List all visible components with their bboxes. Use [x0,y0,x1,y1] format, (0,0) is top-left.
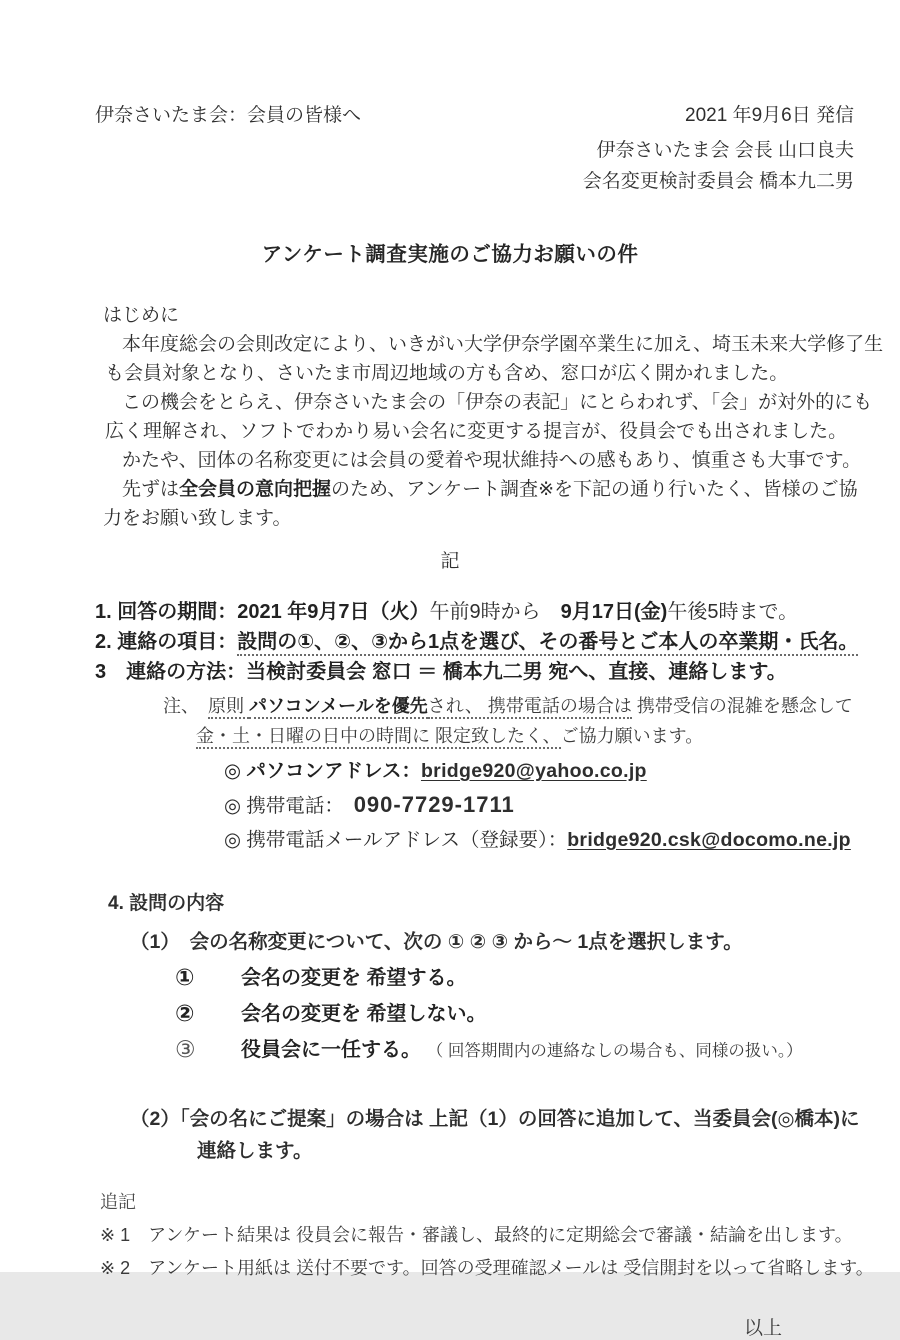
option-3-note: （ 回答期間内の連絡なしの場合も、同様の扱い。） [435,1042,803,1060]
postscript-note-1: ※ 1 アンケート結果は 役員会に報告・審議し、最終的に定期総会で審議・結論を出します。 [100,1225,853,1245]
note-underline-days: 金・土・日曜の日中の時間に 限定致したく、 [196,726,561,749]
intro-line: かたや、団体の名称変更には会員の愛着や現状維持への感もあり、慎重さも大事です。 [122,450,862,471]
note-line-2 [196,721,900,751]
item1-time-start: 午前9時から [429,601,561,623]
contact-phone [224,788,900,823]
intro-line [122,475,900,504]
mobile-email-address: bridge920.csk@docomo.ne.jp [567,829,851,851]
note-pc-mail-priority: パソコンメールを優先 [249,696,428,719]
item-contact-content [95,627,900,657]
option-1 [175,962,900,993]
intro-line: 広く理解され、ソフトでわかり易い会名に変更する提言が、役員会でも出されました。 [105,421,848,442]
recipient-line: 伊奈さいたま会：会員の皆様へ [95,105,362,126]
mobile-email-label: ◎ 携帯電話メールアドレス（登録要）： [224,829,568,851]
postscript-section [0,1188,900,1283]
sender-block [0,135,900,197]
question-2-line-2: 連絡します。 [197,1140,313,1162]
note-rest-1: 携帯受信の混雑を懸念して [631,696,853,716]
question-section [0,889,900,1166]
question-2-line-1: （2）「会の名にご提案」の場合は 上記（1）の回答に追加して、当委員会(◎橋本)に [130,1108,860,1130]
pc-email-address: bridge920@yahoo.co.jp [420,760,647,782]
item2-label: 2. 連絡の項目： [95,631,238,653]
item1-time-end: 午後5時まで。 [667,601,799,623]
contact-mobile-email [224,823,900,857]
date-line: 2021 年9月6日 発信 [685,105,854,126]
option-3-number: ③ [175,1036,196,1062]
document-title: アンケート調査実施のご協力お願いの件 [261,243,639,266]
option-3 [175,1034,900,1066]
postscript-heading: 追記 [100,1192,136,1212]
intro-text: のため、アンケート調査※を下記の通り行いたく、皆様のご協 [331,479,858,500]
ki-marker: 記 [440,551,460,572]
option-2-text: 会名の変更を 希望しない。 [241,1003,487,1025]
note-underline-a: 原則 [208,696,249,719]
note-underline-c: され、 携帯電話の場合は [428,696,632,719]
contact-list [224,754,900,857]
note-prefix: 注、 [163,696,208,716]
document-header [0,0,900,128]
note-block [0,691,900,751]
note-rest-2: ご協力願います。 [560,726,704,746]
postscript-note-2: ※ 2 アンケート用紙は 送付不要です。回答の受理確認メールは 受信開封を以って省略します。 [100,1258,874,1278]
phone-label: ◎ 携帯電話： [224,795,354,817]
intro-section [0,301,900,533]
pc-email-label: ◎ パソコンアドレス： [224,760,421,782]
intro-heading: はじめに [103,305,180,326]
question-1: （1） 会の名称変更について、次の ① ② ③ から～ 1点を選択します。 [130,931,743,953]
intro-text: 先ずは [122,479,180,500]
question-heading: 4. 設問の内容 [108,893,225,914]
sender-line-2: 会名変更検討委員会 橋本九二男 [582,171,854,192]
option-1-number: ① [175,964,195,990]
sender-line-1: 伊奈さいたま会 会長 山口良夫 [596,140,854,161]
item-response-period [95,597,900,627]
item2-instruction: 設問の①、②、③から1点を選び、その番号とご本人の卒業期・氏名。 [237,631,858,656]
option-2 [175,998,900,1029]
contact-pc-email [224,754,900,788]
option-2-number: ② [175,1000,195,1026]
intro-line: 力をお願い致します。 [103,508,292,529]
closing-marker: 以上 [743,1318,782,1339]
intro-line: この機会をとらえ、伊奈さいたま会の「伊奈の表記」にとらわれず、「会」が対外的にも [122,392,873,413]
intro-emphasis: 全会員の意向把握 [179,479,332,500]
item1-date-end: 9月17日(金) [560,601,668,623]
item-contact-method: 3 連絡の方法：当検討委員会 窓口 ＝ 橋本九二男 宛へ、直接、連絡します。 [95,661,787,683]
option-3-text: 役員会に一任する。 [241,1039,421,1061]
option-1-text: 会名の変更を 希望する。 [241,967,467,989]
numbered-items [95,597,900,687]
intro-line: 本年度総会の会則改定により、いきがい大学伊奈学園卒業生に加え、埼玉未来大学修了生 [122,334,884,355]
phone-number: 090-7729-1711 [353,792,515,817]
item1-date-start: 1. 回答の期間：2021 年9月7日（火） [95,601,430,623]
note-line-1 [163,691,900,721]
intro-line: も会員対象となり、さいたま市周辺地域の方も含め、窓口が広く開かれました。 [105,363,789,384]
